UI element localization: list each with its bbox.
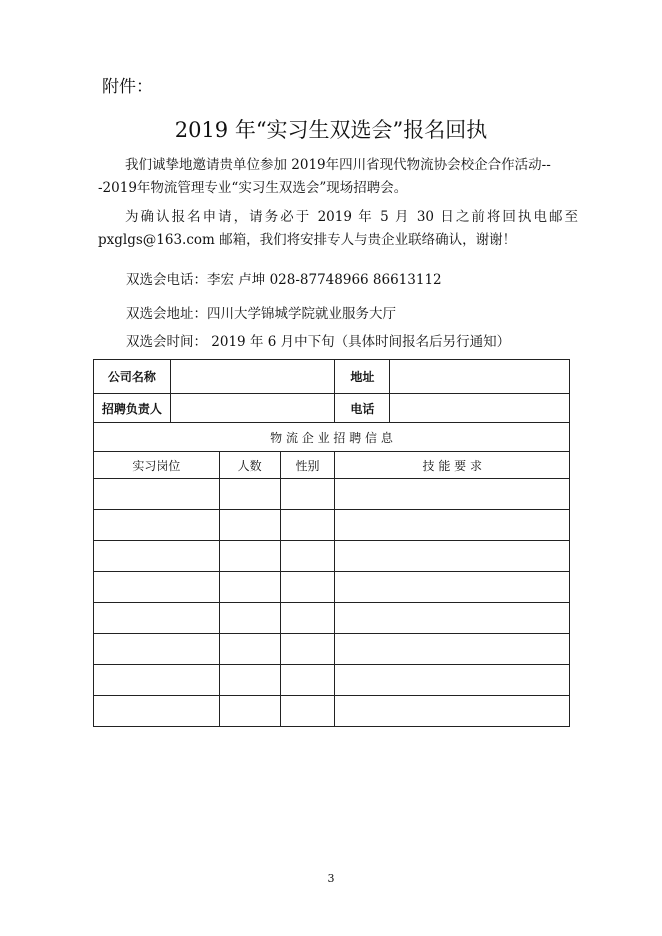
gender-cell[interactable] [280, 634, 335, 665]
column-header-position: 实习岗位 [94, 452, 220, 479]
section-title: 物 流 企 业 招 聘 信 息 [94, 423, 570, 452]
position-cell[interactable] [94, 603, 220, 634]
table-row [94, 572, 570, 603]
intro-paragraph-1: 我们诚挚地邀请贵单位参加 2019年四川省现代物流协会校企合作活动---2019年物流管理专业“实习生双选会”现场招聘会。 [98, 157, 551, 196]
position-cell[interactable] [94, 572, 220, 603]
skills-cell[interactable] [335, 541, 570, 572]
company-name-field[interactable] [170, 360, 335, 394]
company-name-label: 公司名称 [94, 360, 171, 394]
headcount-cell[interactable] [219, 603, 280, 634]
contact-time: 双选会时间： 2019 年 6 月中下旬（具体时间报名后另行通知） [126, 334, 511, 350]
gender-cell[interactable] [280, 603, 335, 634]
contact-address: 双选会地址：四川大学锦城学院就业服务大厅 [126, 306, 396, 322]
column-header-row [94, 452, 570, 479]
recruiter-label: 招聘负责人 [94, 394, 171, 423]
page-title: 2019 年“实习生双选会”报名回执 [174, 118, 488, 142]
table-row [94, 603, 570, 634]
recruiter-row [94, 394, 570, 423]
table-row [94, 510, 570, 541]
headcount-cell[interactable] [219, 634, 280, 665]
position-cell[interactable] [94, 634, 220, 665]
gender-cell[interactable] [280, 541, 335, 572]
skills-cell[interactable] [335, 696, 570, 727]
position-cell[interactable] [94, 541, 220, 572]
position-cell[interactable] [94, 665, 220, 696]
headcount-cell[interactable] [219, 479, 280, 510]
phone-label: 电话 [335, 394, 390, 423]
gender-cell[interactable] [280, 665, 335, 696]
headcount-cell[interactable] [219, 510, 280, 541]
attachment-label: 附件： [102, 77, 153, 97]
gender-cell[interactable] [280, 510, 335, 541]
headcount-cell[interactable] [219, 572, 280, 603]
address-field[interactable] [390, 360, 570, 394]
column-header-headcount: 人数 [219, 452, 280, 479]
skills-cell[interactable] [335, 510, 570, 541]
position-cell[interactable] [94, 479, 220, 510]
headcount-cell[interactable] [219, 541, 280, 572]
recruiter-field[interactable] [170, 394, 335, 423]
skills-cell[interactable] [335, 479, 570, 510]
gender-cell[interactable] [280, 696, 335, 727]
headcount-cell[interactable] [219, 696, 280, 727]
address-label: 地址 [335, 360, 390, 394]
position-cell[interactable] [94, 696, 220, 727]
column-header-skills: 技 能 要 求 [335, 452, 570, 479]
skills-cell[interactable] [335, 634, 570, 665]
company-row [94, 360, 570, 394]
gender-cell[interactable] [280, 479, 335, 510]
skills-cell[interactable] [335, 603, 570, 634]
headcount-cell[interactable] [219, 665, 280, 696]
position-cell[interactable] [94, 510, 220, 541]
column-header-gender: 性别 [280, 452, 335, 479]
table-row [94, 696, 570, 727]
contact-phone: 双选会电话：李宏 卢坤 028-87748966 86613112 [126, 272, 442, 288]
phone-field[interactable] [390, 394, 570, 423]
skills-cell[interactable] [335, 665, 570, 696]
table-row [94, 634, 570, 665]
table-row [94, 479, 570, 510]
intro-paragraph-2: 为确认报名申请，请务必于 2019 年 5 月 30 日之前将回执电邮至 pxglgs@163.com 邮箱，我们将安排专人与贵企业联络确认，谢谢！ [98, 209, 578, 248]
section-title-row [94, 423, 570, 452]
table-row [94, 541, 570, 572]
table-row [94, 665, 570, 696]
gender-cell[interactable] [280, 572, 335, 603]
skills-cell[interactable] [335, 572, 570, 603]
registration-form [93, 359, 570, 727]
page-number: 3 [327, 872, 335, 885]
